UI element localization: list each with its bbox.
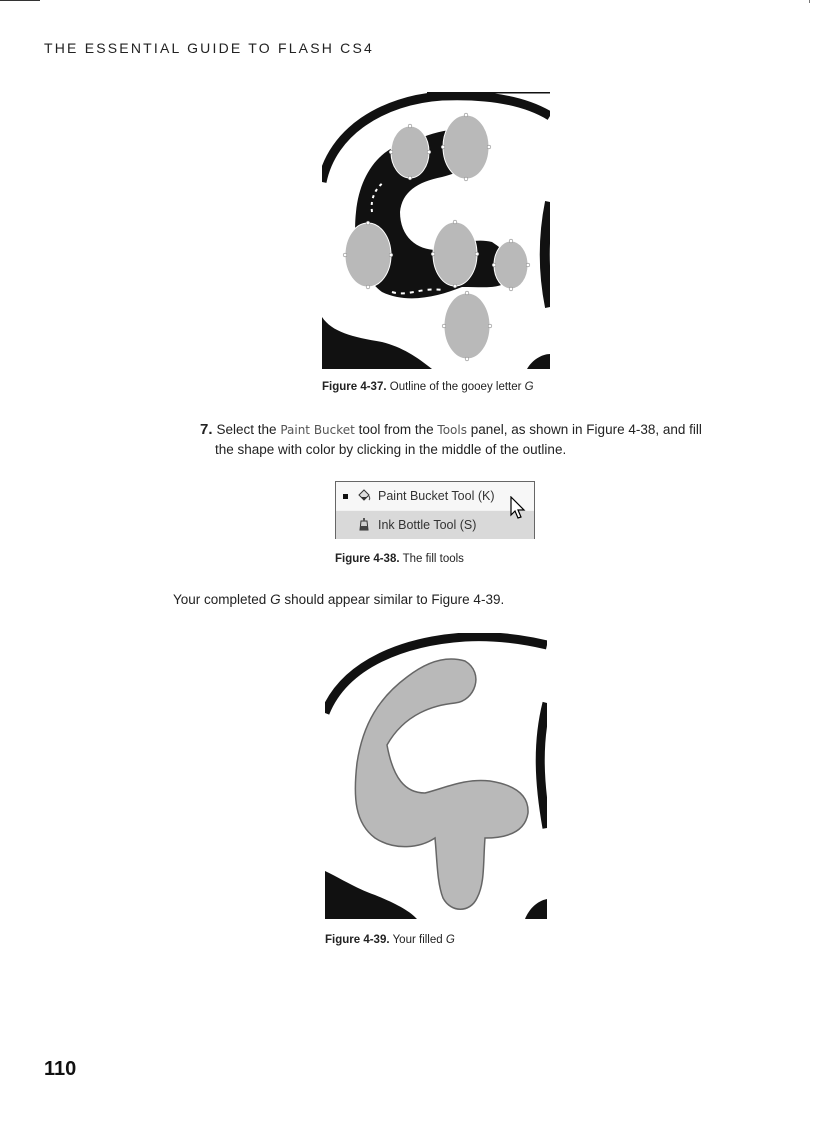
body-text-1: Your completed	[173, 592, 271, 607]
figure-4-39-caption	[325, 934, 455, 946]
ink-bottle-icon	[356, 517, 372, 533]
selected-indicator	[343, 494, 348, 499]
ink-bottle-tool-label: Ink Bottle Tool (S)	[378, 518, 477, 532]
mouse-cursor-icon	[510, 496, 526, 520]
figure-4-38-caption	[335, 553, 464, 565]
body-text-2: should appear similar to Figure 4-39.	[280, 592, 505, 607]
caption-label: Figure 4-37.	[322, 381, 387, 393]
unselected-indicator	[343, 523, 348, 528]
step-text-line2: the shape with color by clicking in the middle of the outline.	[215, 442, 567, 457]
caption-label: Figure 4-38.	[335, 553, 400, 565]
figure-4-38-tools-panel	[335, 481, 535, 539]
caption-text: Your filled	[392, 934, 446, 946]
corner-rule	[0, 0, 40, 1]
step-text-1: Select the	[216, 422, 281, 437]
corner-tick	[809, 0, 810, 3]
caption-label: Figure 4-39.	[325, 934, 390, 946]
tool-row-paint-bucket[interactable]	[336, 482, 534, 510]
figure-4-37-image	[322, 92, 550, 369]
tools-term: Tools	[437, 423, 467, 437]
page-number: 110	[44, 1058, 77, 1080]
step-number: 7.	[200, 421, 213, 438]
paint-bucket-icon	[356, 488, 372, 504]
paint-bucket-tool-label: Paint Bucket Tool (K)	[378, 489, 495, 503]
figure-4-37-caption	[322, 381, 534, 393]
step-text-3: panel, as shown in Figure 4-38, and fill	[466, 422, 702, 437]
running-head: THE ESSENTIAL GUIDE TO FLASH CS4	[44, 40, 374, 56]
body-italic: G	[270, 592, 281, 607]
body-paragraph	[173, 592, 504, 607]
figure-4-39-image	[325, 633, 547, 919]
caption-text: The fill tools	[402, 553, 464, 565]
tool-row-ink-bottle[interactable]	[336, 511, 534, 539]
caption-text: Outline of the gooey letter	[389, 381, 525, 393]
caption-italic: G	[445, 934, 455, 946]
step-7	[200, 420, 720, 459]
caption-italic: G	[524, 381, 534, 393]
step-text-2: tool from the	[354, 422, 438, 437]
paint-bucket-term: Paint Bucket	[280, 423, 355, 437]
